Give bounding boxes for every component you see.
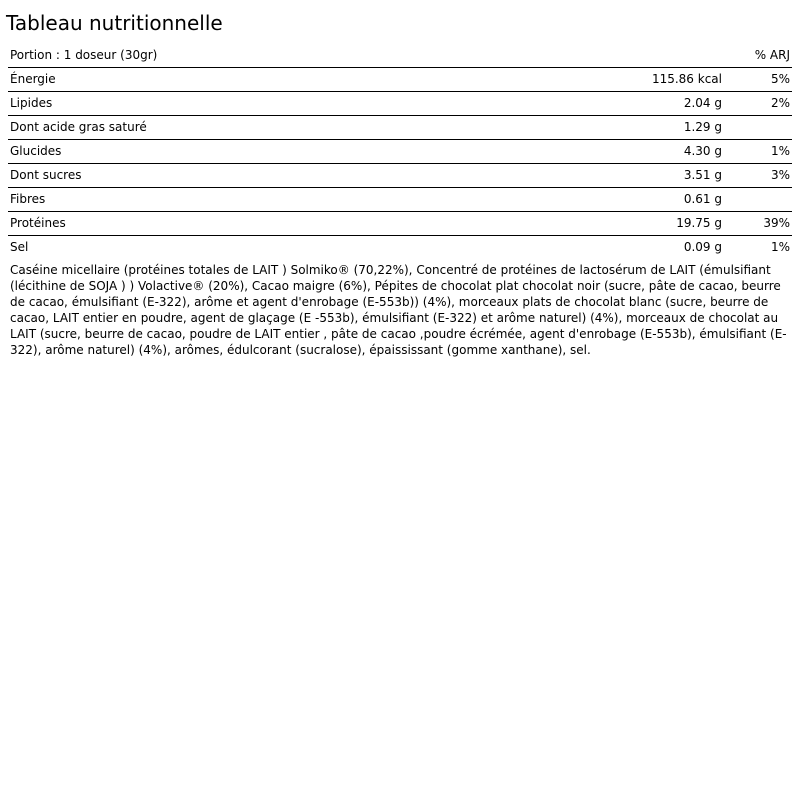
page-title: Tableau nutritionnelle [6, 11, 223, 35]
nutrient-pct: 1% [770, 144, 790, 158]
nutrient-pct: 3% [770, 168, 790, 182]
nutrient-name: Sel [10, 240, 29, 254]
nutrient-name: Dont sucres [10, 168, 82, 182]
nutrient-pct: 5% [770, 72, 790, 86]
table-row [8, 116, 792, 140]
nutrient-name: Dont acide gras saturé [10, 120, 147, 134]
nutrient-pct: 1% [770, 240, 790, 254]
nutrient-amount: 19.75 g [676, 216, 722, 230]
table-row [8, 68, 792, 92]
nutrient-amount: 3.51 g [683, 168, 722, 182]
nutrition-table [8, 44, 792, 259]
table-header-row [8, 44, 792, 68]
nutrient-pct [724, 116, 792, 140]
nutrient-name: Lipides [10, 96, 53, 110]
nutrient-amount: 2.04 g [683, 96, 722, 110]
nutrient-pct [724, 188, 792, 212]
nutrient-amount: 4.30 g [683, 144, 722, 158]
nutrient-name: Énergie [10, 72, 56, 86]
nutrient-name: Fibres [10, 192, 46, 206]
table-row [8, 236, 792, 260]
nutrient-amount: 115.86 kcal [651, 72, 722, 86]
nutrient-amount: 0.09 g [683, 240, 722, 254]
table-row [8, 164, 792, 188]
table-row [8, 212, 792, 236]
ingredients-text: Caséine micellaire (protéines totales de LAIT ) Solmiko® (70,22%), Concentré de protéines de lactosérum de LAIT (émulsifiant (lécithine de SOJA ) ) Volactive® (20%), Cacao maigre (6%), Pépites de chocolat plat chocolat noir (sucre, pâte de cacao, beurre de cacao, émulsifiant (E-322), arôme et agent d'enrobage (E-553b)) (4%), morceaux plats de chocolat blanc (sucre, beurre de cacao, LAIT entier en poudre, agent de glaçage (E -553b), émulsifiant (E-322) et arôme naturel) (4%), morceaux de chocolat au LAIT (sucre, beurre de cacao, poudre de LAIT entier , pâte de cacao ,poudre écrémée, agent d'enrobage (E-553b), émulsifiant (E-322), arôme naturel) (4%), arômes, édulcorant (sucralose), épaississant (gomme xanthane), sel. [10, 263, 787, 357]
nutrient-pct: 39% [763, 216, 790, 230]
table-row [8, 92, 792, 116]
nutrient-name: Protéines [10, 216, 66, 230]
portion-label: Portion : 1 doseur (30gr) [10, 48, 158, 62]
table-row [8, 188, 792, 212]
nutrient-name: Glucides [10, 144, 62, 158]
amount-header [520, 44, 724, 68]
table-row [8, 140, 792, 164]
nutrient-amount: 0.61 g [683, 192, 722, 206]
pct-header: % ARJ [754, 48, 790, 62]
nutrient-pct: 2% [770, 96, 790, 110]
nutrient-amount: 1.29 g [683, 120, 722, 134]
